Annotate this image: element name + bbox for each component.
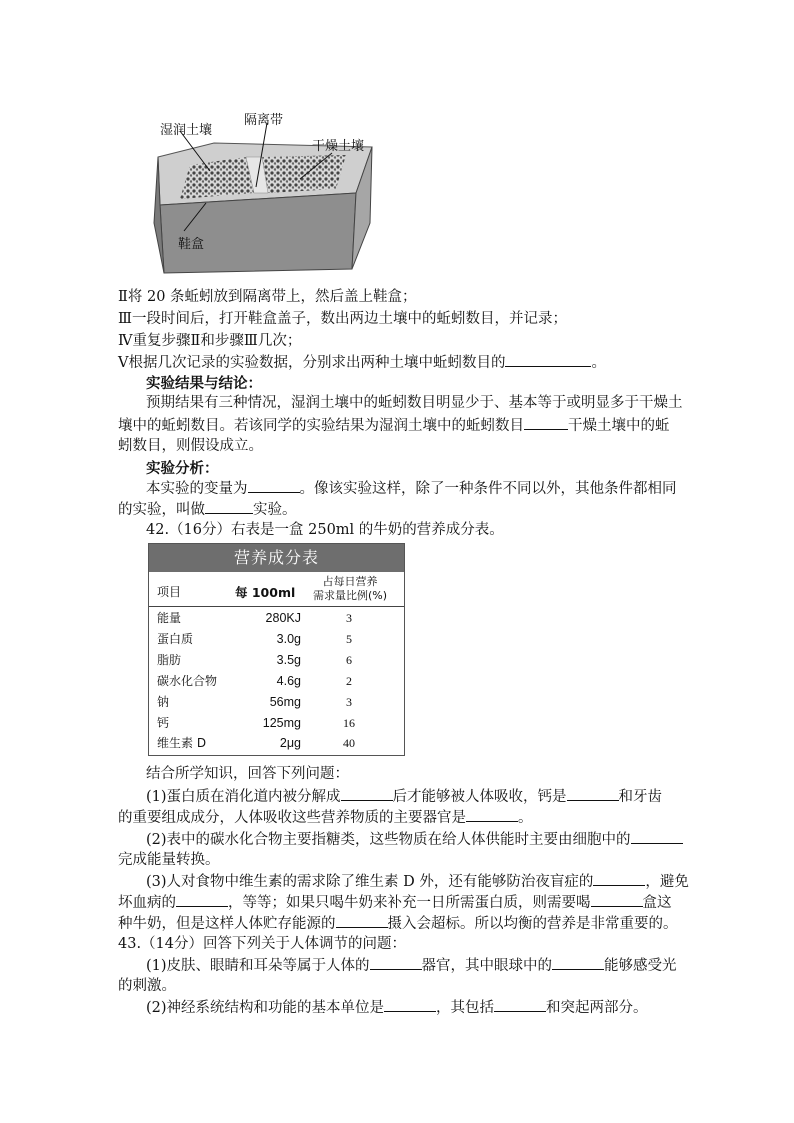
answer-blank[interactable] (524, 415, 568, 430)
step-5-text: Ⅴ根据几次记录的实验数据，分别求出两种土壤中蚯蚓数目的 (118, 355, 506, 371)
results-line-1: 预期结果有三种情况，湿润土壤中的蚯蚓数目明显少于、基本等于或明显多于干燥土 (146, 395, 683, 411)
label-dry-soil: 干燥土壤 (312, 139, 365, 154)
q42-1-text-4: 的重要组成成分，人体吸收这些营养物质的主要器官是 (118, 810, 466, 826)
row-pct: 3 (346, 695, 352, 709)
header-pct-line2: 需求量比例(%) (312, 589, 388, 602)
row-pct: 2 (346, 674, 352, 688)
q42-1-text-2: 后才能够被人体吸收，钙是 (392, 789, 567, 805)
answer-blank[interactable] (336, 913, 388, 928)
table-row (149, 692, 404, 713)
q43-2-text-2: ，其包括 (436, 1000, 495, 1016)
row-amount: 2μg (279, 736, 301, 750)
answer-blank[interactable] (384, 997, 436, 1012)
results-text-2: 干燥土壤中的蚯 (568, 418, 670, 434)
q42-intro: 结合所学知识，回答下列问题： (146, 766, 349, 782)
row-amount: 3.0g (276, 632, 301, 646)
answer-blank[interactable] (176, 892, 228, 907)
row-pct: 3 (346, 611, 352, 625)
q43-2-text: (2)神经系统结构和功能的基本单位是 (146, 1000, 385, 1016)
label-moist-soil: 湿润土壤 (160, 123, 213, 138)
step-5 (118, 352, 606, 374)
q43-part1-line2: 的刺激。 (118, 978, 176, 994)
q43-1-text: (1)皮肤、眼睛和耳朵等属于人体的 (146, 958, 370, 974)
q42-3-text-7: 摄入会超标。所以均衡的营养是非常重要的。 (387, 916, 678, 932)
q42-3-text-3: 坏血病的 (118, 895, 176, 911)
row-pct: 16 (343, 716, 355, 730)
analysis-line-1 (146, 478, 677, 500)
step-4: Ⅳ重复步骤Ⅱ和步骤Ⅲ几次； (118, 333, 302, 349)
table-row (149, 629, 404, 650)
q43-part1-line1 (146, 955, 677, 977)
analysis-text-2: 。像该实验这样，除了一种条件不同以外，其他条件都相同 (299, 481, 677, 497)
row-amount: 280KJ (265, 611, 301, 625)
q43-1-text-3: 能够感受光 (604, 958, 677, 974)
nutrition-table (148, 543, 405, 756)
answer-blank[interactable] (466, 807, 518, 822)
answer-blank[interactable] (552, 955, 604, 970)
answer-blank[interactable] (341, 786, 393, 801)
q42-part2-line2: 完成能量转换。 (118, 852, 220, 868)
row-name: 能量 (157, 611, 182, 625)
answer-blank[interactable] (567, 786, 619, 801)
q42-part3-line1 (146, 871, 689, 893)
q43-2-text-3: 和突起两部分。 (546, 1000, 648, 1016)
question-42: 42.（16分）右表是一盒 250ml 的牛奶的营养成分表。 (146, 522, 504, 538)
header-per: 每 100ml (235, 585, 296, 600)
q43-part2-line1 (146, 997, 648, 1019)
answer-blank[interactable] (248, 478, 300, 493)
header-item: 项目 (157, 585, 182, 599)
row-pct: 5 (346, 632, 352, 646)
analysis-text-3: 的实验，叫做 (118, 502, 205, 518)
q43-1-text-2: 器官，其中眼球中的 (421, 958, 553, 974)
analysis-text: 本实验的变量为 (146, 481, 248, 497)
answer-blank[interactable] (631, 829, 683, 844)
label-barrier: 隔离带 (244, 113, 284, 128)
row-name: 蛋白质 (157, 632, 194, 646)
answer-blank[interactable] (593, 871, 645, 886)
q42-1-text-3: 和牙齿 (618, 789, 663, 805)
label-shoebox: 鞋盒 (178, 237, 205, 252)
q42-2-text: (2)表中的碳水化合物主要指糖类，这些物质在给人体供能时主要由细胞中的 (146, 832, 631, 848)
table-row (149, 608, 404, 629)
table-row (149, 650, 404, 671)
nutrition-table-title: 营养成分表 (149, 544, 404, 572)
analysis-text-4: 实验。 (253, 502, 297, 518)
header-pct (305, 575, 395, 603)
row-pct: 40 (343, 736, 355, 750)
q42-1-text-5: 。 (518, 810, 533, 826)
question-43: 43.（14分）回答下列关于人体调节的问题： (118, 936, 407, 952)
step-5-end: 。 (591, 355, 606, 371)
row-name: 钠 (157, 695, 170, 709)
answer-blank[interactable] (494, 997, 546, 1012)
q42-3-text-6: 种牛奶，但是这样人体贮存能源的 (118, 916, 336, 932)
q42-3-text-4: ，等等；如果只喝牛奶来补充一日所需蛋白质，则需要喝 (228, 895, 591, 911)
row-amount: 4.6g (276, 674, 301, 688)
q42-part1-line1 (146, 786, 662, 808)
q42-1-text: (1)蛋白质在消化道内被分解成 (146, 789, 341, 805)
q42-part3-line2 (118, 892, 672, 914)
row-name: 碳水化合物 (157, 674, 218, 688)
answer-blank[interactable] (505, 352, 591, 367)
results-line-2 (118, 415, 670, 437)
analysis-line-2 (118, 499, 297, 521)
row-pct: 6 (346, 653, 352, 667)
q42-part1-line2 (118, 807, 533, 829)
row-name: 脂肪 (157, 653, 182, 667)
row-name: 钙 (157, 716, 170, 730)
answer-blank[interactable] (370, 955, 422, 970)
heading-analysis: 实验分析： (146, 460, 219, 477)
answer-blank[interactable] (591, 892, 643, 907)
q42-3-text-5: 盒这 (642, 895, 672, 911)
row-amount: 125mg (262, 716, 301, 730)
step-3: Ⅲ一段时间后，打开鞋盒盖子，数出两边土壤中的蚯蚓数目，并记录； (118, 311, 567, 327)
answer-blank[interactable] (205, 499, 253, 514)
results-text: 壤中的蚯蚓数目。若该同学的实验结果为湿润土壤中的蚯蚓数目 (118, 418, 524, 434)
heading-results: 实验结果与结论： (146, 375, 262, 392)
nutrition-table-header (149, 574, 404, 607)
table-row (149, 713, 404, 734)
row-amount: 56mg (269, 695, 301, 709)
table-row (149, 733, 404, 754)
row-amount: 3.5g (276, 653, 301, 667)
results-line-3: 蚓数目，则假设成立。 (118, 438, 263, 454)
q42-part3-line3 (118, 913, 678, 935)
q42-part2-line1 (146, 829, 683, 851)
table-row (149, 671, 404, 692)
shoebox-figure (150, 105, 380, 275)
step-2: Ⅱ将 20 条蚯蚓放到隔离带上，然后盖上鞋盒； (118, 289, 417, 305)
q42-3-text: (3)人对食物中维生素的需求除了维生素 D 外，还有能够防治夜盲症的 (146, 874, 594, 890)
row-name: 维生素 D (157, 736, 207, 750)
header-pct-line1: 占每日营养 (322, 575, 378, 588)
q42-3-text-2: ，避免 (645, 874, 689, 890)
